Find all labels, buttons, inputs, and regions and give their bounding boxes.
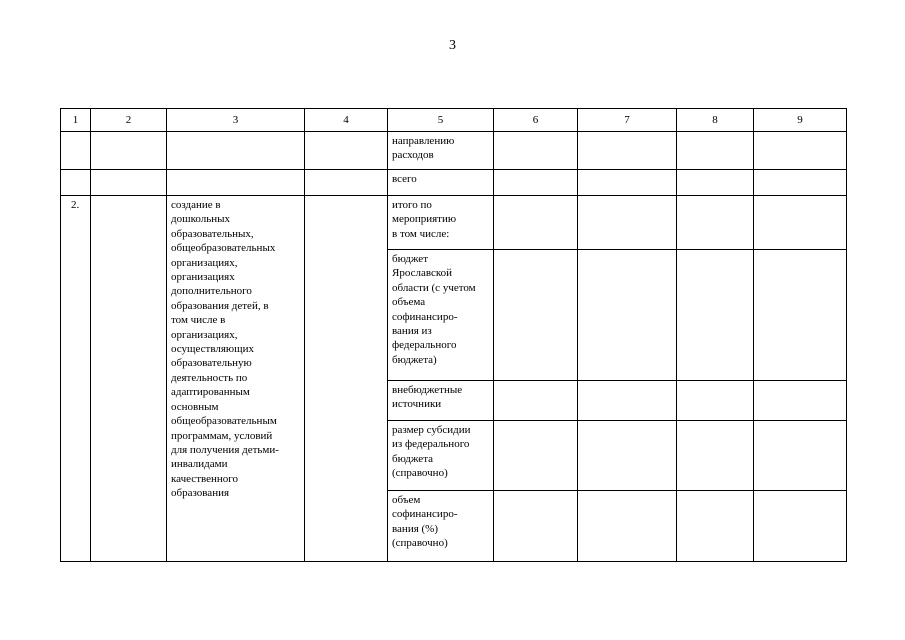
table-cell bbox=[494, 421, 578, 491]
table-cell bbox=[578, 491, 677, 562]
item-number: 2. bbox=[71, 199, 80, 211]
table-cell bbox=[494, 491, 578, 562]
table-cell bbox=[167, 132, 305, 170]
header-cell: 7 bbox=[578, 109, 677, 132]
table-header-row bbox=[61, 109, 847, 132]
table-cell bbox=[61, 132, 91, 170]
table-cell bbox=[91, 132, 167, 170]
table-cell bbox=[388, 132, 494, 170]
table-cell bbox=[91, 170, 167, 196]
table-cell bbox=[167, 170, 305, 196]
table-cell bbox=[305, 196, 388, 562]
table-cell bbox=[494, 132, 578, 170]
table-cell bbox=[494, 170, 578, 196]
table-cell bbox=[677, 381, 754, 421]
header-cell: 8 bbox=[677, 109, 754, 132]
item-description-cell bbox=[167, 196, 305, 562]
table-cell bbox=[754, 421, 847, 491]
header-cell: 4 bbox=[305, 109, 388, 132]
table-cell bbox=[754, 132, 847, 170]
table-cell bbox=[91, 196, 167, 562]
table-cell bbox=[388, 491, 494, 562]
table-cell bbox=[677, 491, 754, 562]
table-cell bbox=[494, 381, 578, 421]
source-label: направлению расходов bbox=[392, 135, 455, 162]
table-cell bbox=[677, 170, 754, 196]
header-cell: 9 bbox=[754, 109, 847, 132]
header-cell: 2 bbox=[91, 109, 167, 132]
item-description: создание в дошкольных образовательных, общеобразовательных организациях, организациях дополнительного образования детей, в том числе в организациях, осуществляющих образовательную деятельность по адаптированным основным общеобразовательным программам, условий для получения детьми- инвалидами качественного образования bbox=[171, 199, 279, 500]
table-cell bbox=[677, 421, 754, 491]
table-cell bbox=[578, 132, 677, 170]
table-cell bbox=[494, 250, 578, 381]
source-label: всего bbox=[392, 173, 417, 185]
table-cell bbox=[494, 196, 578, 250]
table-cell bbox=[388, 250, 494, 381]
page-number: 3 bbox=[449, 38, 456, 53]
source-label: бюджет Ярославской области (с учетом объема софинансиро- вания из федерального бюджета) bbox=[392, 253, 476, 366]
table-cell bbox=[388, 381, 494, 421]
header-cell: 5 bbox=[388, 109, 494, 132]
table-cell bbox=[754, 196, 847, 250]
table-cell bbox=[61, 170, 91, 196]
table-cell bbox=[754, 250, 847, 381]
table-row bbox=[61, 170, 847, 196]
header-cell: 3 bbox=[167, 109, 305, 132]
table-cell bbox=[388, 421, 494, 491]
header-cell: 1 bbox=[61, 109, 91, 132]
table-cell bbox=[754, 170, 847, 196]
table-cell bbox=[677, 132, 754, 170]
table-cell bbox=[305, 170, 388, 196]
table-cell bbox=[677, 250, 754, 381]
table-cell bbox=[578, 250, 677, 381]
table-cell bbox=[388, 196, 494, 250]
table-cell bbox=[578, 381, 677, 421]
table-cell bbox=[754, 491, 847, 562]
header-cell: 6 bbox=[494, 109, 578, 132]
table-row bbox=[61, 132, 847, 170]
table-cell bbox=[677, 196, 754, 250]
source-label: внебюджетные источники bbox=[392, 384, 463, 411]
table-row bbox=[61, 196, 847, 250]
table-cell bbox=[578, 170, 677, 196]
item-number-cell bbox=[61, 196, 91, 562]
source-label: объем софинансиро- вания (%) (справочно) bbox=[392, 494, 458, 550]
source-label: итого по мероприятию в том числе: bbox=[392, 199, 457, 240]
table-cell bbox=[578, 196, 677, 250]
table-cell bbox=[388, 170, 494, 196]
source-label: размер субсидии из федерального бюджета (справочно) bbox=[392, 424, 471, 480]
table-cell bbox=[305, 132, 388, 170]
table-cell bbox=[578, 421, 677, 491]
budget-table bbox=[60, 108, 847, 562]
table-cell bbox=[754, 381, 847, 421]
